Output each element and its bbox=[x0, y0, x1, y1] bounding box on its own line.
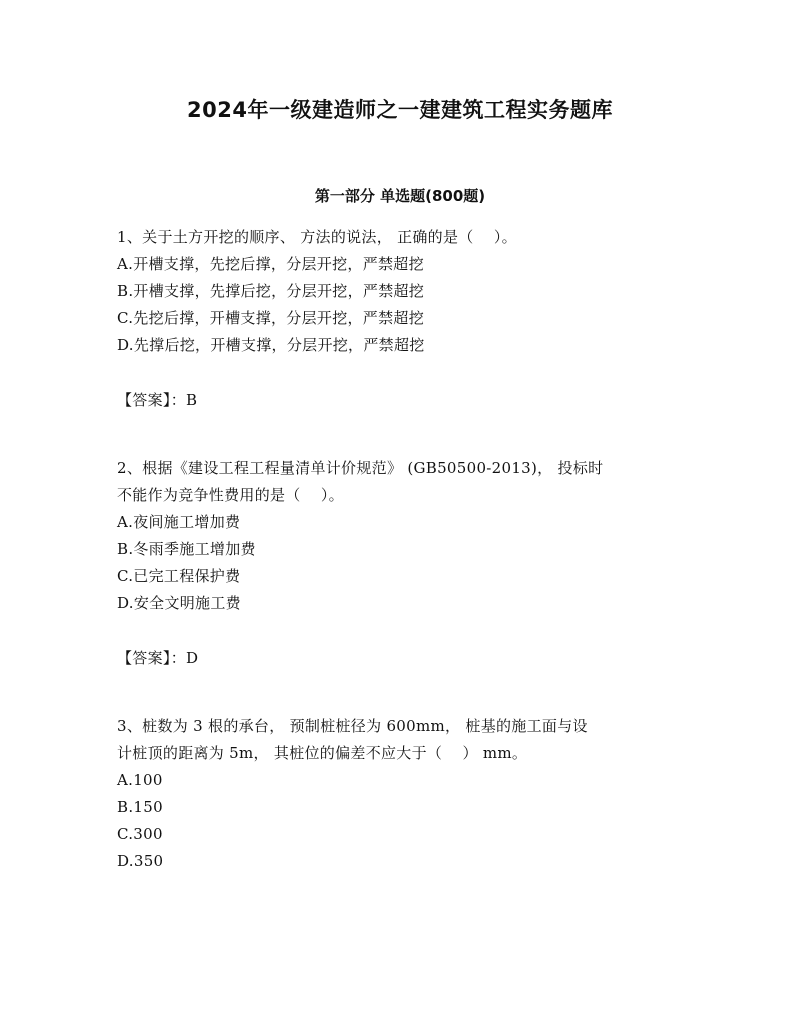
question-2-option-d: D.安全文明施工费 bbox=[117, 594, 241, 612]
question-2-stem-line2: 不能作为竞争性费用的是（ ）。 bbox=[117, 486, 344, 504]
document-title: 2024年一级建造师之一建建筑工程实务题库 bbox=[187, 98, 613, 122]
question-2-option-c: C.已完工程保护费 bbox=[117, 567, 241, 585]
question-3-option-a: A.100 bbox=[117, 771, 163, 789]
question-3-option-c: C.300 bbox=[117, 825, 163, 843]
question-2-option-a: A.夜间施工增加费 bbox=[117, 513, 241, 531]
question-2-stem-line1: 2、根据《建设工程工程量清单计价规范》 (GB50500-2013)， 投标时 bbox=[117, 459, 604, 477]
question-1-option-b: B.开槽支撑，先撑后挖，分层开挖，严禁超挖 bbox=[117, 282, 425, 300]
question-1-option-d: D.先撑后挖，开槽支撑，分层开挖，严禁超挖 bbox=[117, 336, 425, 354]
question-3-option-b: B.150 bbox=[117, 798, 163, 816]
question-1-option-c: C.先挖后撑，开槽支撑，分层开挖，严禁超挖 bbox=[117, 309, 425, 327]
question-1-answer: 【答案】：B bbox=[117, 391, 198, 409]
question-3-stem-line1: 3、桩数为 3 根的承台， 预制桩桩径为 600mm， 桩基的施工面与设 bbox=[117, 717, 588, 735]
section-title: 第一部分 单选题(800题) bbox=[314, 187, 486, 205]
question-1-stem: 1、关于土方开挖的顺序、 方法的说法， 正确的是（ ）。 bbox=[117, 228, 517, 246]
question-2-answer: 【答案】：D bbox=[117, 649, 199, 667]
question-3-option-d: D.350 bbox=[117, 852, 164, 870]
question-2-option-b: B.冬雨季施工增加费 bbox=[117, 540, 256, 558]
question-3-stem-line2: 计桩顶的距离为 5m， 其桩位的偏差不应大于（ ） mm。 bbox=[117, 744, 528, 762]
question-1-option-a: A.开槽支撑，先挖后撑，分层开挖，严禁超挖 bbox=[117, 255, 424, 273]
